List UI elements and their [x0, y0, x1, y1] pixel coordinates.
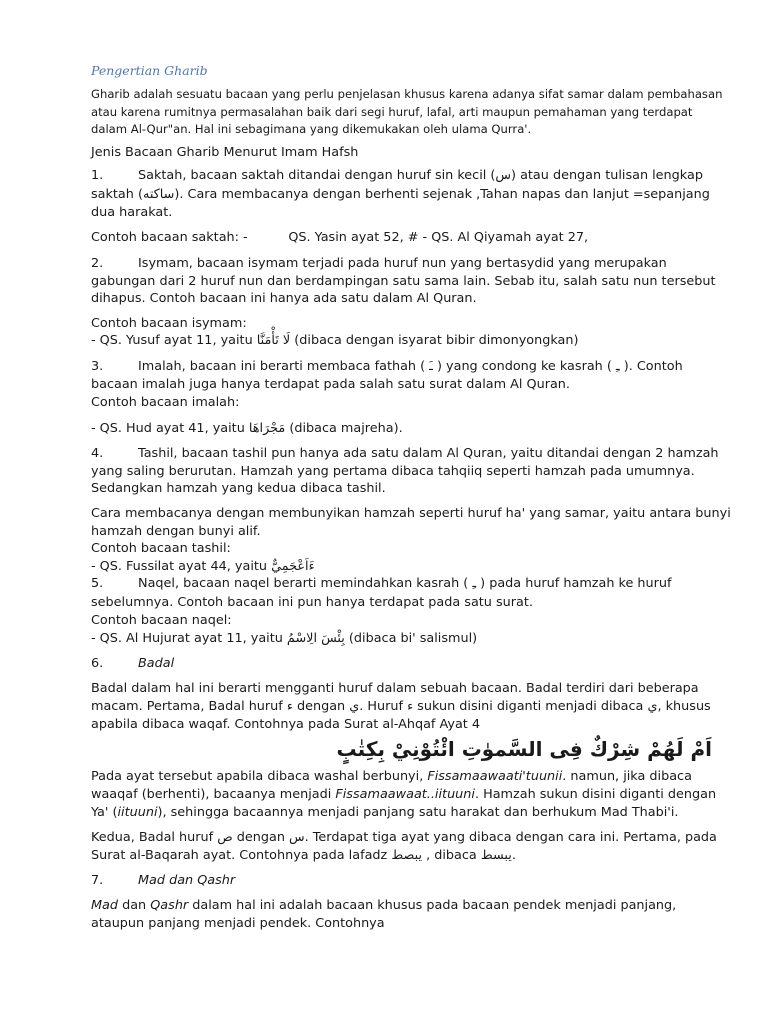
item-tashil — [91, 445, 719, 464]
item-mad-qashr — [91, 872, 711, 891]
badal-line — [91, 804, 711, 823]
badal-line — [91, 768, 711, 787]
badal-line: Badal dalam hal ini berarti mengganti huruf dalam sebuah bacaan. Badal terdiri dari beberapa — [91, 681, 699, 696]
text-run: macam. Pertama, Badal huruf — [91, 699, 287, 714]
mad-line — [91, 897, 711, 916]
text-run: ) atau dengan tulisan lengkap — [511, 168, 703, 183]
arabic-text: يبصط — [391, 847, 423, 863]
arabic-text: ص — [217, 830, 233, 845]
text-run: , khusus — [657, 699, 711, 714]
text-run: ), sehingga bacaannya menjadi panjang satu harakat dan berhukum Mad Thabi'i. — [157, 804, 679, 820]
item-isymam-line: gabungan dari 2 huruf nun dan berdampingan satu sama lain. Sebab itu, salah satu nun tersebut — [91, 273, 716, 289]
contoh-isymam: Contoh bacaan isymam: — [91, 316, 247, 331]
example-isymam — [91, 332, 711, 351]
item-isymam — [91, 255, 711, 274]
text-run-italic: Mad — [91, 898, 119, 913]
text-run: . — [511, 847, 516, 863]
cara-tashil: Cara membacanya dengan membunyikan hamzah seperti huruf ha' yang samar, yaitu antara bunyi — [91, 506, 731, 521]
text-run: - QS. Fussilat ayat 44, yaitu — [91, 558, 272, 574]
text-run: dengan — [292, 699, 350, 714]
text-run: ). Contoh — [619, 359, 683, 374]
text-run: ) pada huruf hamzah ke huruf — [476, 576, 672, 591]
text-run: , dibaca — [422, 847, 481, 863]
badal-line — [91, 786, 717, 805]
arabic-text: س — [495, 168, 512, 183]
arabic-text: لَا تَأْمَنَّا — [256, 333, 291, 348]
text-run: (dibaca dengan isyarat bibir dimonyongkan) — [290, 333, 579, 348]
badal-line — [91, 829, 717, 848]
item-isymam-line: dihapus. Contoh bacaan ini hanya ada satu dalam Al Quran. — [91, 291, 477, 306]
example-imalah — [91, 420, 711, 439]
item-saktah-line — [91, 186, 711, 205]
badal-line — [91, 847, 711, 866]
arabic-text: يبسط — [480, 847, 512, 863]
contoh-naqel: Contoh bacaan naqel: — [91, 612, 232, 628]
text-run-italic: Qashr — [150, 898, 189, 913]
text-run: sukun disini diganti menjadi dibaca — [413, 699, 648, 714]
text-run: Ya' ( — [91, 804, 118, 820]
text-run: - QS. Al Hujurat ayat 11, yaitu — [91, 630, 287, 646]
item-number: 7. — [91, 873, 104, 888]
intro-line: dalam Al-Qur"an. Hal ini sebagimana yang dikemukakan oleh ulama Qurra'. — [91, 122, 532, 136]
arabic-text: ـَ — [429, 359, 433, 374]
text-run: Kedua, Badal huruf — [91, 830, 218, 845]
text-run: Naqel, bacaan naqel berarti memindahkan kasrah ( — [138, 576, 473, 591]
contoh-tashil: Contoh bacaan tashil: — [91, 541, 231, 556]
text-run: Surat al-Baqarah ayat. Contohnya pada lafadz — [91, 847, 392, 863]
text-run-italic: iituuni — [117, 804, 158, 820]
arabic-text: ء — [286, 699, 293, 714]
item-imalah — [91, 358, 711, 377]
text-run: (dibaca bi' salismul) — [344, 630, 478, 646]
text-run: dengan — [232, 830, 290, 845]
arabic-text: بِئْسَ الِاسْمُ — [286, 630, 345, 646]
text-run: - QS. Yusuf ayat 11, yaitu — [91, 333, 257, 348]
item-saktah — [91, 167, 711, 186]
mad-line: ataupun panjang menjadi pendek. Contohnya — [91, 915, 385, 931]
arabic-text: ـِ — [472, 576, 477, 591]
subheading-jenis: Jenis Bacaan Gharib Menurut Imam Hafsh — [91, 145, 359, 160]
text-run: Isymam, bacaan isymam terjadi pada huruf nun yang bertasydid yang merupakan — [138, 256, 667, 271]
arabic-text: س — [289, 830, 305, 845]
item-title: Mad dan Qashr — [138, 873, 236, 888]
text-run: . Terdapat tiga ayat yang dibaca dengan cara ini. Pertama, pada — [304, 830, 717, 845]
item-naqel-line: sebelumnya. Contoh bacaan ini pun hanya terdapat pada satu surat. — [91, 594, 533, 610]
item-badal — [91, 655, 711, 674]
text-run: ). Cara membacanya dengan berhenti sejenak ,Tahan napas dan lanjut =sepanjang — [174, 186, 710, 202]
text-run: Tashil, bacaan tashil pun hanya ada satu dalam Al Quran, yaitu ditandai dengan 2 hamzah — [138, 446, 719, 461]
intro-line: Gharib adalah sesuatu bacaan yang perlu penjelasan khusus karena adanya sifat samar dalam pembahasan — [91, 87, 723, 101]
item-number: 6. — [91, 656, 104, 671]
example-naqel — [91, 630, 711, 649]
text-run: - QS. Hud ayat 41, yaitu — [91, 421, 249, 436]
item-naqel — [91, 575, 711, 594]
text-run-italic: Fissamaawaati'tuunii — [427, 769, 563, 784]
text-run: waaqaf (berhenti), bacaanya menjadi — [91, 787, 336, 802]
quran-verse: اَمْ لَهُمْ شِرْكٌ فِى السَّموٰتِ ائْتُوْنِيْ بِكِتٰبٍ — [336, 737, 712, 761]
arabic-text: ـِ — [615, 359, 620, 374]
text-run: dan — [118, 898, 151, 913]
section-heading: Pengertian Gharib — [91, 63, 208, 78]
item-title: Badal — [138, 656, 175, 671]
text-run: saktah ( — [91, 186, 143, 202]
arabic-text: ي — [647, 699, 658, 714]
arabic-text: ء — [407, 699, 414, 714]
cara-tashil: hamzah dengan bunyi alif. — [91, 523, 261, 539]
text-run: Pada ayat tersebut apabila dibaca washal berbunyi, — [91, 769, 428, 784]
contoh-saktah: Contoh bacaan saktah: - QS. Yasin ayat 52, # - QS. Al Qiyamah ayat 27, — [91, 230, 589, 245]
text-run: . Hamzah sukun disini diganti dengan — [474, 787, 717, 802]
item-imalah-line: bacaan imalah juga hanya terdapat pada salah satu surat dalam Al Quran. — [91, 377, 570, 392]
intro-line: atau karena rumitnya permasalahan baik dari segi huruf, lafal, arti maupun pemahaman yang terdapat — [91, 104, 693, 119]
badal-line — [91, 698, 711, 717]
item-saktah-line: dua harakat. — [91, 205, 173, 220]
badal-line: apabila dibaca waqaf. Contohnya pada Surat al-Ahqaf Ayat 4 — [91, 717, 481, 732]
text-run-italic: Fissamaawaat..iituuni — [335, 787, 475, 802]
text-run: ) yang condong ke kasrah ( — [432, 359, 616, 374]
arabic-text: مَجْرَاهَا — [248, 421, 286, 436]
item-number: 3. — [91, 359, 104, 374]
item-number: 5. — [91, 576, 104, 591]
item-tashil-line: yang saling berurutan. Hamzah yang pertama dibaca tahqiiq seperti hamzah pada umumnya. — [91, 463, 695, 479]
text-run: (dibaca majreha). — [285, 421, 403, 436]
item-number: 1. — [91, 168, 104, 183]
item-number: 2. — [91, 256, 104, 271]
arabic-text: ساكته — [142, 186, 175, 202]
arabic-text: ي — [349, 699, 360, 714]
item-number: 4. — [91, 446, 104, 461]
example-tashil — [91, 558, 711, 577]
text-run: . namun, jika dibaca — [562, 769, 692, 784]
text-run: dalam hal ini adalah bacaan khusus pada bacaan pendek menjadi panjang, — [188, 898, 677, 913]
arabic-text: ءَاَعْجَمِيٌّ — [271, 558, 315, 574]
text-run: . Huruf — [359, 699, 408, 714]
contoh-imalah: Contoh bacaan imalah: — [91, 395, 240, 410]
text-run: Saktah, bacaan saktah ditandai dengan huruf sin kecil ( — [138, 168, 496, 183]
text-run: Imalah, bacaan ini berarti membaca fathah ( — [138, 359, 430, 374]
item-tashil-line: Sedangkan hamzah yang kedua dibaca tashil. — [91, 481, 386, 496]
